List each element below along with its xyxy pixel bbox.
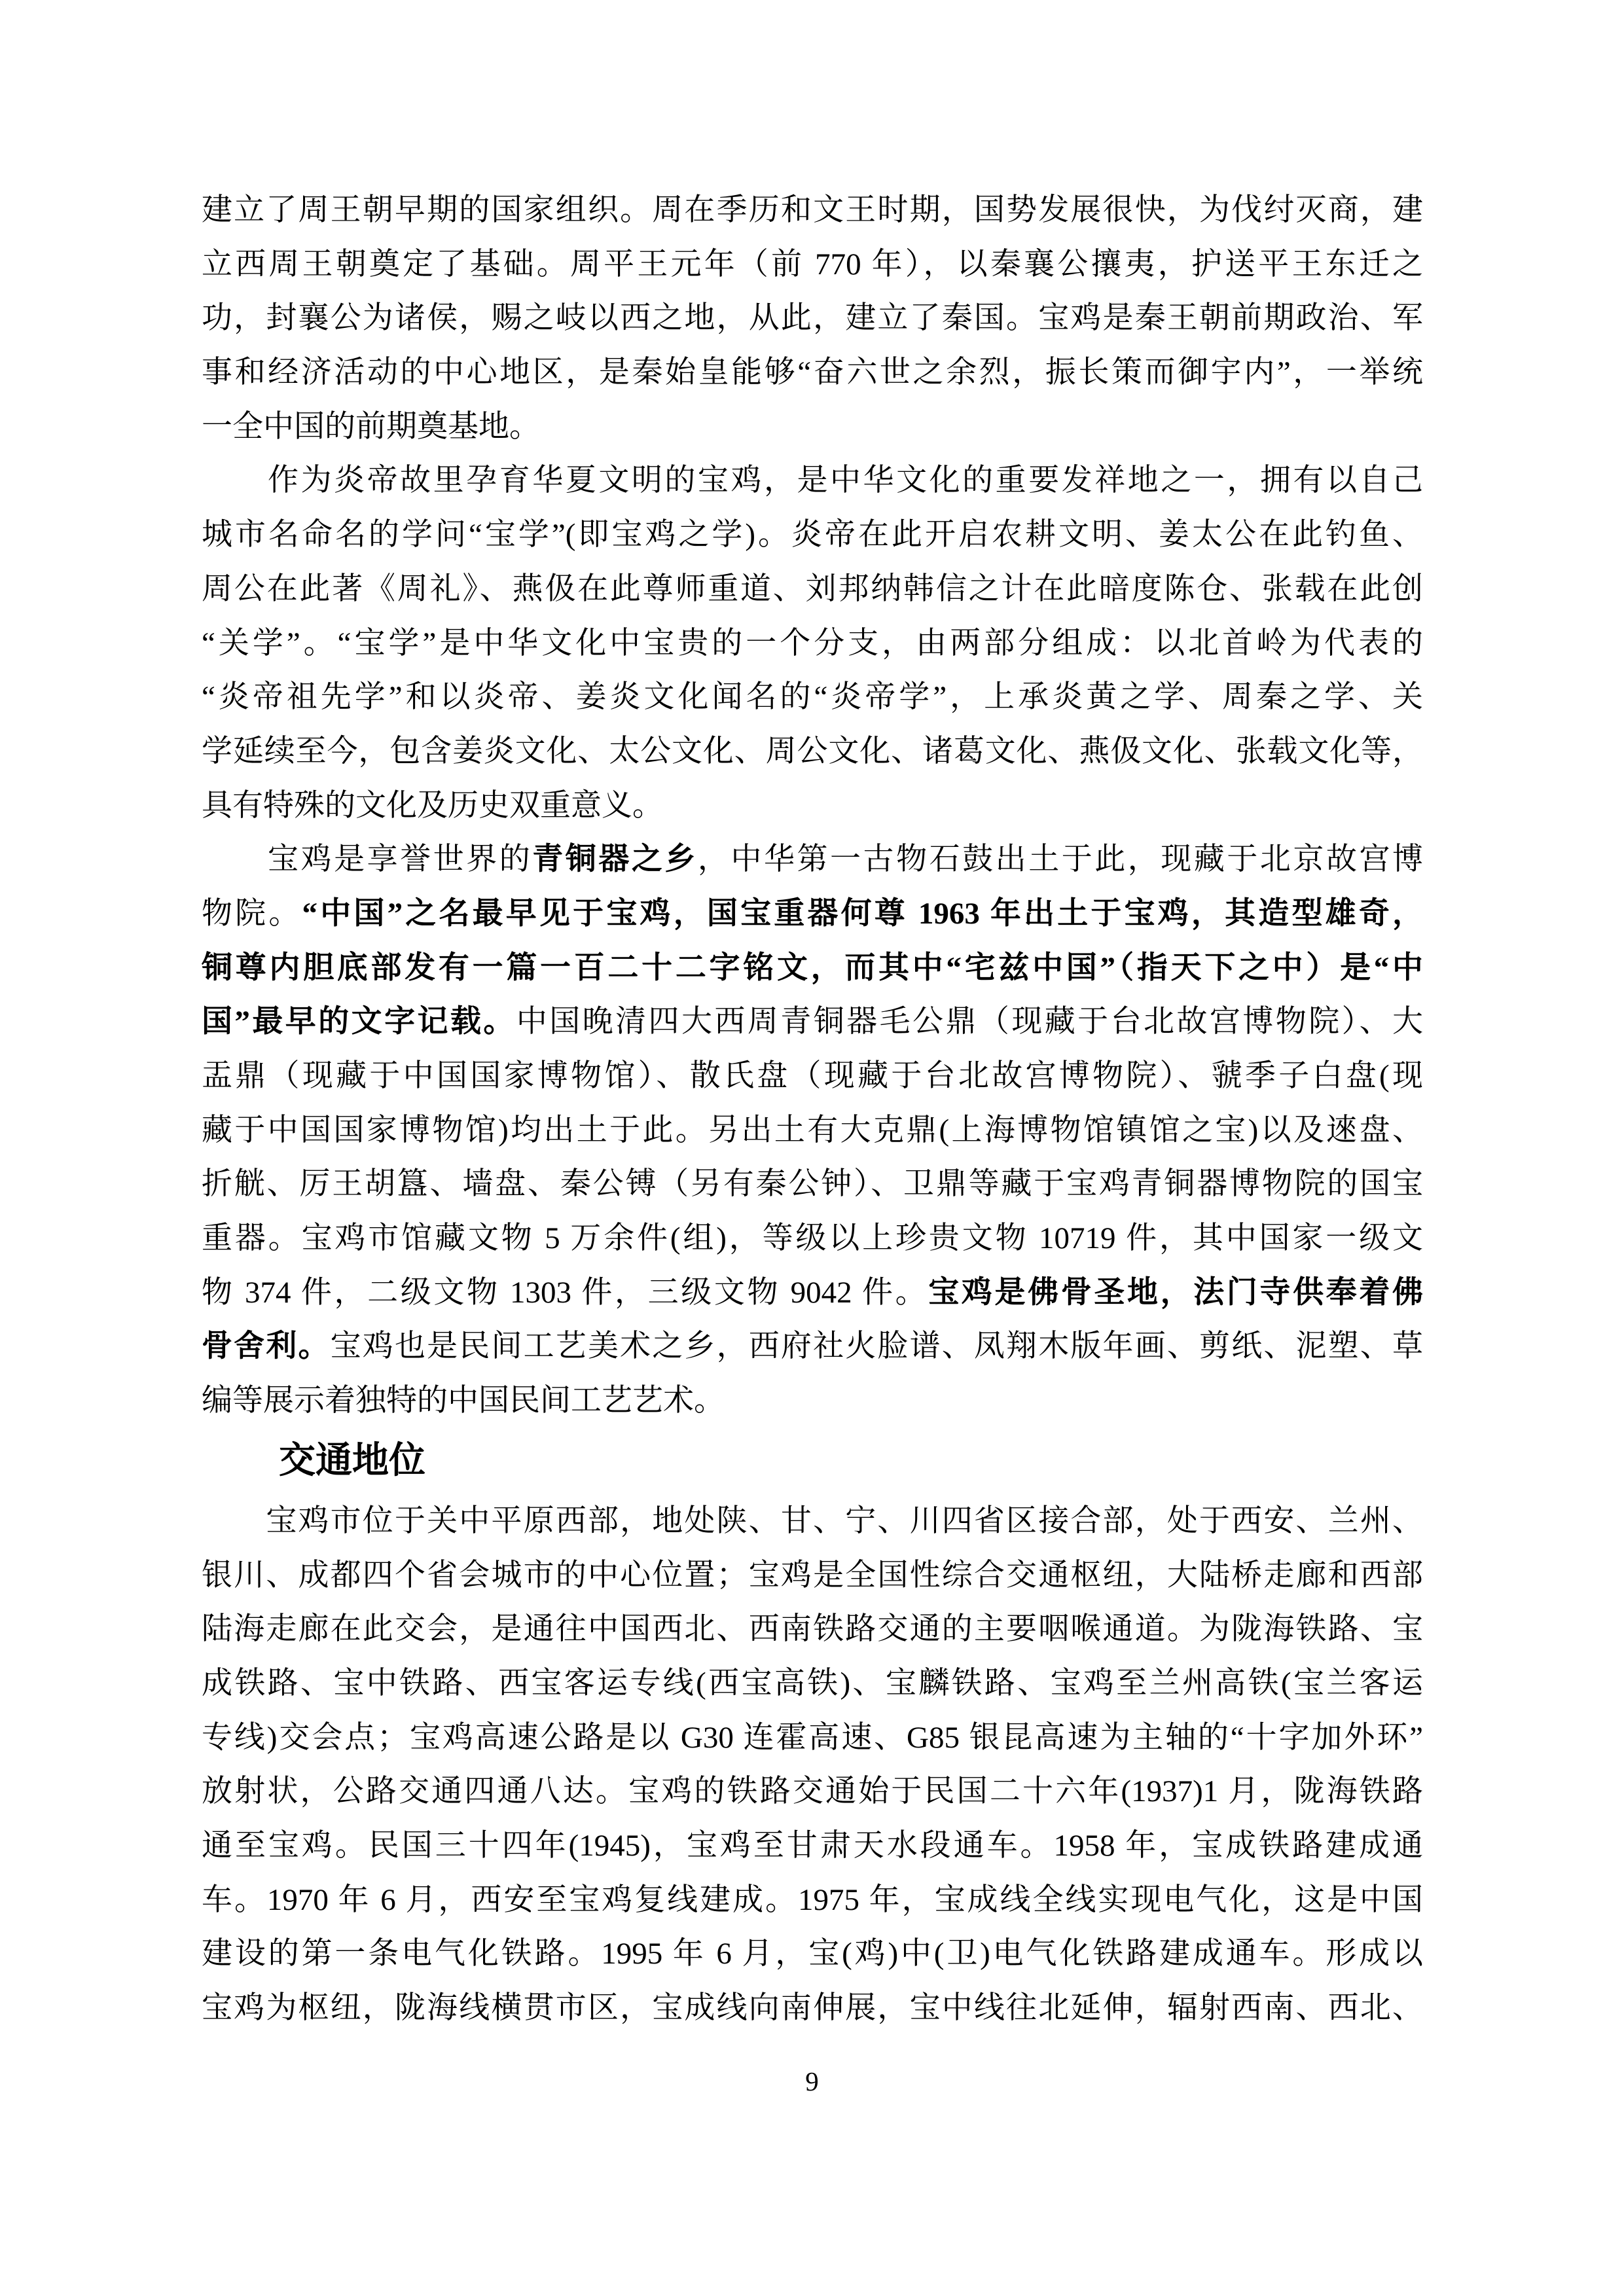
text-run: “关学”。“宝学”是中华文化中宝贵的一个分支，由两部分组成：以北首岭为代表的 bbox=[202, 626, 1423, 660]
text-run: 藏于中国国家博物馆)均出土于此。另出土有大克鼎(上海博物馆镇馆之宝)以及逨盘、 bbox=[202, 1113, 1423, 1147]
text-run: 作为炎帝故里孕育华夏文明的宝鸡，是中华文化的重要发祥地之一，拥有以自己 bbox=[202, 463, 1423, 498]
text-line bbox=[202, 291, 1423, 346]
text-line bbox=[202, 1602, 1423, 1657]
text-line bbox=[202, 995, 1423, 1049]
bold-text-run: 铜尊内胆底部发有一篇一百二十二字铭文，而其中“宅兹中国”（指天下之中）是“中 bbox=[202, 950, 1423, 985]
text-run: “炎帝祖先学”和以炎帝、姜炎文化闻名的“炎帝学”，上承炎黄之学、周秦之学、关 bbox=[202, 680, 1423, 715]
text-line bbox=[202, 1157, 1423, 1211]
text-run: 建设的第一条电气化铁路。1995 年 6 月，宝(鸡)中(卫)电气化铁路建成通车。形成以 bbox=[202, 1937, 1423, 1971]
text-run: 成铁路、宝中铁路、西宝客运专线(西宝高铁)、宝麟铁路、宝鸡至兰州高铁(宝兰客运 bbox=[202, 1666, 1423, 1700]
text-run: 立西周王朝奠定了基础。周平王元年（前 770 年），以秦襄公攘夷，护送平王东迁之 bbox=[202, 247, 1423, 281]
text-run: 学延续至今，包含姜炎文化、太公文化、周公文化、诸葛文化、燕伋文化、张载文化等， bbox=[202, 734, 1423, 768]
text-run: 事和经济活动的中心地区，是秦始皇能够“奋六世之余烈，振长策而御宇内”，一举统 bbox=[202, 355, 1423, 390]
text-run: ，中华第一古物石鼓出土于此，现藏于北京故宫博 bbox=[697, 842, 1423, 877]
text-line bbox=[202, 1103, 1423, 1158]
text-run: 物院。 bbox=[202, 896, 302, 931]
text-line bbox=[202, 670, 1423, 725]
text-line bbox=[202, 1981, 1423, 2036]
text-line bbox=[202, 1319, 1423, 1374]
text-run: 一全中国的前期奠基地。 bbox=[202, 409, 540, 444]
text-line bbox=[202, 725, 1423, 779]
text-run: 陆海走廊在此交会，是通往中国西北、西南铁路交通的主要咽喉通道。为陇海铁路、宝 bbox=[202, 1612, 1423, 1647]
text-run: 功，封襄公为诸侯，赐之岐以西之地，从此，建立了秦国。宝鸡是秦王朝前期政治、军 bbox=[202, 301, 1423, 336]
text-line bbox=[202, 1927, 1423, 1981]
text-run: 放射状，公路交通四通八达。宝鸡的铁路交通始于民国二十六年(1937)1 月，陇海铁路 bbox=[202, 1774, 1423, 1809]
text-line bbox=[202, 1049, 1423, 1103]
text-run: 重器。宝鸡市馆藏文物 5 万余件(组)，等级以上珍贵文物 10719 件，其中国家一级文 bbox=[202, 1221, 1423, 1256]
text-run: 编等展示着独特的中国民间工艺艺术。 bbox=[202, 1384, 725, 1418]
text-line bbox=[202, 1765, 1423, 1819]
text-run: 盂鼎（现藏于中国国家博物馆）、散氏盘（现藏于台北故宫博物院）、虢季子白盘(现 bbox=[202, 1059, 1423, 1093]
text-line bbox=[202, 887, 1423, 941]
bold-text-run: 宝鸡是佛骨圣地，法门寺供奉着佛 bbox=[928, 1275, 1423, 1310]
text-run: 宝鸡也是民间工艺美术之乡，西府社火脸谱、凤翔木版年画、剪纸、泥塑、草 bbox=[330, 1329, 1423, 1364]
text-line bbox=[202, 1711, 1423, 1765]
text-run: 宝鸡为枢纽，陇海线横贯市区，宝成线向南伸展，宝中线往北延伸，辐射西南、西北、 bbox=[202, 1991, 1423, 2025]
text-run: 通至宝鸡。民国三十四年(1945)，宝鸡至甘肃天水段通车。1958 年，宝成铁路建成通 bbox=[202, 1828, 1423, 1863]
section-heading bbox=[202, 1428, 1423, 1494]
text-line bbox=[202, 1494, 1423, 1549]
text-line bbox=[202, 1374, 1423, 1428]
bold-text-run: 骨舍利。 bbox=[202, 1329, 331, 1364]
text-line bbox=[202, 562, 1423, 617]
text-line bbox=[202, 1266, 1423, 1320]
text-line bbox=[202, 183, 1423, 238]
text-run: 银川、成都四个省会城市的中心位置；宝鸡是全国性综合交通枢纽，大陆桥走廊和西部 bbox=[202, 1558, 1423, 1592]
bold-text-run: 国”最早的文字记载。 bbox=[202, 1005, 516, 1039]
text-line bbox=[202, 454, 1423, 508]
text-run: 宝鸡是享誉世界的 bbox=[202, 842, 533, 877]
text-line bbox=[202, 1819, 1423, 1873]
text-run: 车。1970 年 6 月，西安至宝鸡复线建成。1975 年，宝成线全线实现电气化，这是中国 bbox=[202, 1882, 1423, 1917]
text-run: 具有特殊的文化及历史双重意义。 bbox=[202, 788, 663, 823]
text-line bbox=[202, 1873, 1423, 1928]
text-run: 城市名命名的学问“宝学”(即宝鸡之学)。炎帝在此开启农耕文明、姜太公在此钓鱼、 bbox=[202, 518, 1423, 552]
text-line bbox=[202, 1211, 1423, 1266]
text-line bbox=[202, 400, 1423, 454]
page-number: 9 bbox=[805, 2066, 819, 2096]
text-line bbox=[202, 1549, 1423, 1603]
text-line bbox=[202, 779, 1423, 833]
text-line bbox=[202, 1657, 1423, 1711]
bold-text-run: 交通地位 bbox=[279, 1440, 425, 1481]
bold-text-run: “中国”之名最早见于宝鸡，国宝重器何尊 1963 年出土于宝鸡，其造型雄奇， bbox=[302, 896, 1423, 931]
text-line bbox=[202, 508, 1423, 562]
text-run: 折觥、厉王胡簋、墙盘、秦公镈（另有秦公钟）、卫鼎等藏于宝鸡青铜器博物院的国宝 bbox=[202, 1167, 1423, 1202]
text-line bbox=[202, 617, 1423, 671]
bold-text-run: 青铜器之乡 bbox=[532, 842, 698, 877]
text-line bbox=[202, 941, 1423, 996]
text-run: 专线)交会点；宝鸡高速公路是以 G30 连霍高速、G85 银昆高速为主轴的“十字加外环” bbox=[202, 1720, 1423, 1755]
text-line bbox=[202, 238, 1423, 292]
document-body bbox=[202, 183, 1423, 2036]
text-run: 物 374 件，二级文物 1303 件，三级文物 9042 件。 bbox=[202, 1275, 929, 1310]
text-run: 中国晚清四大西周青铜器毛公鼎（现藏于台北故宫博物院）、大 bbox=[516, 1005, 1423, 1039]
text-run: 宝鸡市位于关中平原西部，地处陕、甘、宁、川四省区接合部，处于西安、兰州、 bbox=[202, 1503, 1423, 1538]
text-line bbox=[202, 346, 1423, 400]
text-run: 周公在此著《周礼》、燕伋在此尊师重道、刘邦纳韩信之计在此暗度陈仓、张载在此创 bbox=[202, 571, 1423, 606]
text-line bbox=[202, 833, 1423, 887]
text-run: 建立了周王朝早期的国家组织。周在季历和文王时期，国势发展很快，为伐纣灭商，建 bbox=[202, 193, 1423, 227]
